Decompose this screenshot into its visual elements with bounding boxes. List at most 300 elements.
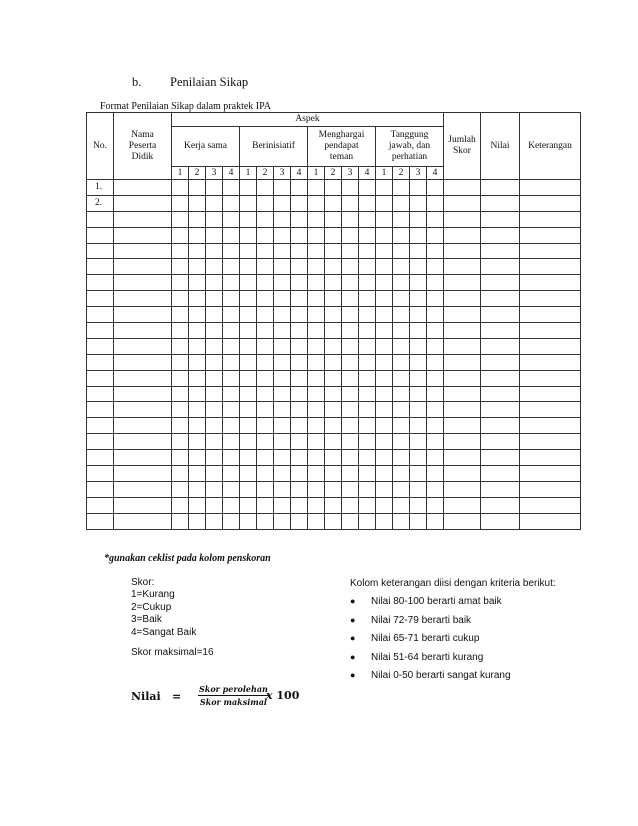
score-checkbox-cell[interactable] — [393, 450, 410, 466]
grade-cell[interactable] — [481, 338, 520, 354]
score-checkbox-cell[interactable] — [393, 513, 410, 529]
student-name-cell[interactable] — [114, 466, 172, 482]
score-checkbox-cell[interactable] — [172, 338, 189, 354]
score-checkbox-cell[interactable] — [325, 434, 342, 450]
score-checkbox-cell[interactable] — [172, 291, 189, 307]
student-name-cell[interactable] — [114, 243, 172, 259]
grade-cell[interactable] — [481, 195, 520, 211]
score-checkbox-cell[interactable] — [427, 481, 444, 497]
score-checkbox-cell[interactable] — [410, 450, 427, 466]
student-name-cell[interactable] — [114, 370, 172, 386]
score-checkbox-cell[interactable] — [359, 354, 376, 370]
score-checkbox-cell[interactable] — [257, 275, 274, 291]
score-checkbox-cell[interactable] — [410, 307, 427, 323]
score-checkbox-cell[interactable] — [274, 354, 291, 370]
score-checkbox-cell[interactable] — [342, 434, 359, 450]
score-checkbox-cell[interactable] — [359, 338, 376, 354]
score-checkbox-cell[interactable] — [359, 418, 376, 434]
score-checkbox-cell[interactable] — [189, 195, 206, 211]
score-checkbox-cell[interactable] — [274, 513, 291, 529]
score-checkbox-cell[interactable] — [376, 481, 393, 497]
score-checkbox-cell[interactable] — [410, 370, 427, 386]
score-checkbox-cell[interactable] — [393, 497, 410, 513]
score-checkbox-cell[interactable] — [393, 466, 410, 482]
remarks-cell[interactable] — [520, 466, 581, 482]
score-checkbox-cell[interactable] — [240, 323, 257, 339]
score-checkbox-cell[interactable] — [223, 481, 240, 497]
score-checkbox-cell[interactable] — [223, 386, 240, 402]
student-name-cell[interactable] — [114, 227, 172, 243]
score-checkbox-cell[interactable] — [308, 481, 325, 497]
score-checkbox-cell[interactable] — [257, 338, 274, 354]
score-checkbox-cell[interactable] — [376, 323, 393, 339]
score-checkbox-cell[interactable] — [359, 481, 376, 497]
score-checkbox-cell[interactable] — [291, 402, 308, 418]
grade-cell[interactable] — [481, 259, 520, 275]
score-checkbox-cell[interactable] — [240, 291, 257, 307]
score-checkbox-cell[interactable] — [206, 180, 223, 196]
score-checkbox-cell[interactable] — [325, 386, 342, 402]
total-score-cell[interactable] — [444, 211, 481, 227]
score-checkbox-cell[interactable] — [291, 386, 308, 402]
student-name-cell[interactable] — [114, 418, 172, 434]
score-checkbox-cell[interactable] — [325, 338, 342, 354]
score-checkbox-cell[interactable] — [308, 180, 325, 196]
score-checkbox-cell[interactable] — [325, 243, 342, 259]
score-checkbox-cell[interactable] — [274, 259, 291, 275]
score-checkbox-cell[interactable] — [410, 259, 427, 275]
score-checkbox-cell[interactable] — [291, 195, 308, 211]
remarks-cell[interactable] — [520, 195, 581, 211]
score-checkbox-cell[interactable] — [325, 354, 342, 370]
score-checkbox-cell[interactable] — [274, 323, 291, 339]
score-checkbox-cell[interactable] — [342, 227, 359, 243]
score-checkbox-cell[interactable] — [359, 275, 376, 291]
remarks-cell[interactable] — [520, 291, 581, 307]
score-checkbox-cell[interactable] — [325, 307, 342, 323]
student-name-cell[interactable] — [114, 275, 172, 291]
score-checkbox-cell[interactable] — [291, 513, 308, 529]
remarks-cell[interactable] — [520, 402, 581, 418]
total-score-cell[interactable] — [444, 386, 481, 402]
total-score-cell[interactable] — [444, 513, 481, 529]
score-checkbox-cell[interactable] — [189, 466, 206, 482]
score-checkbox-cell[interactable] — [325, 291, 342, 307]
score-checkbox-cell[interactable] — [189, 338, 206, 354]
score-checkbox-cell[interactable] — [393, 338, 410, 354]
grade-cell[interactable] — [481, 513, 520, 529]
score-checkbox-cell[interactable] — [427, 323, 444, 339]
score-checkbox-cell[interactable] — [189, 497, 206, 513]
score-checkbox-cell[interactable] — [359, 291, 376, 307]
student-name-cell[interactable] — [114, 211, 172, 227]
score-checkbox-cell[interactable] — [427, 211, 444, 227]
score-checkbox-cell[interactable] — [223, 259, 240, 275]
score-checkbox-cell[interactable] — [410, 497, 427, 513]
score-checkbox-cell[interactable] — [325, 259, 342, 275]
score-checkbox-cell[interactable] — [393, 211, 410, 227]
total-score-cell[interactable] — [444, 307, 481, 323]
score-checkbox-cell[interactable] — [223, 180, 240, 196]
score-checkbox-cell[interactable] — [376, 370, 393, 386]
total-score-cell[interactable] — [444, 275, 481, 291]
score-checkbox-cell[interactable] — [308, 291, 325, 307]
score-checkbox-cell[interactable] — [172, 243, 189, 259]
score-checkbox-cell[interactable] — [274, 370, 291, 386]
score-checkbox-cell[interactable] — [291, 466, 308, 482]
score-checkbox-cell[interactable] — [257, 195, 274, 211]
score-checkbox-cell[interactable] — [291, 227, 308, 243]
total-score-cell[interactable] — [444, 323, 481, 339]
grade-cell[interactable] — [481, 386, 520, 402]
score-checkbox-cell[interactable] — [342, 481, 359, 497]
score-checkbox-cell[interactable] — [410, 180, 427, 196]
remarks-cell[interactable] — [520, 323, 581, 339]
score-checkbox-cell[interactable] — [189, 211, 206, 227]
total-score-cell[interactable] — [444, 338, 481, 354]
score-checkbox-cell[interactable] — [189, 386, 206, 402]
score-checkbox-cell[interactable] — [240, 466, 257, 482]
remarks-cell[interactable] — [520, 243, 581, 259]
score-checkbox-cell[interactable] — [376, 227, 393, 243]
score-checkbox-cell[interactable] — [427, 259, 444, 275]
remarks-cell[interactable] — [520, 513, 581, 529]
score-checkbox-cell[interactable] — [359, 211, 376, 227]
score-checkbox-cell[interactable] — [427, 450, 444, 466]
score-checkbox-cell[interactable] — [291, 338, 308, 354]
score-checkbox-cell[interactable] — [308, 307, 325, 323]
score-checkbox-cell[interactable] — [189, 354, 206, 370]
score-checkbox-cell[interactable] — [342, 291, 359, 307]
score-checkbox-cell[interactable] — [308, 418, 325, 434]
grade-cell[interactable] — [481, 275, 520, 291]
score-checkbox-cell[interactable] — [172, 386, 189, 402]
score-checkbox-cell[interactable] — [274, 195, 291, 211]
grade-cell[interactable] — [481, 243, 520, 259]
score-checkbox-cell[interactable] — [325, 450, 342, 466]
score-checkbox-cell[interactable] — [223, 450, 240, 466]
remarks-cell[interactable] — [520, 259, 581, 275]
score-checkbox-cell[interactable] — [291, 418, 308, 434]
score-checkbox-cell[interactable] — [359, 497, 376, 513]
score-checkbox-cell[interactable] — [240, 513, 257, 529]
score-checkbox-cell[interactable] — [376, 386, 393, 402]
score-checkbox-cell[interactable] — [325, 275, 342, 291]
student-name-cell[interactable] — [114, 354, 172, 370]
score-checkbox-cell[interactable] — [223, 466, 240, 482]
total-score-cell[interactable] — [444, 466, 481, 482]
score-checkbox-cell[interactable] — [376, 466, 393, 482]
score-checkbox-cell[interactable] — [342, 466, 359, 482]
score-checkbox-cell[interactable] — [427, 227, 444, 243]
score-checkbox-cell[interactable] — [342, 180, 359, 196]
remarks-cell[interactable] — [520, 338, 581, 354]
total-score-cell[interactable] — [444, 243, 481, 259]
score-checkbox-cell[interactable] — [393, 354, 410, 370]
score-checkbox-cell[interactable] — [172, 180, 189, 196]
score-checkbox-cell[interactable] — [189, 307, 206, 323]
score-checkbox-cell[interactable] — [172, 211, 189, 227]
score-checkbox-cell[interactable] — [359, 450, 376, 466]
student-name-cell[interactable] — [114, 259, 172, 275]
score-checkbox-cell[interactable] — [325, 466, 342, 482]
student-name-cell[interactable] — [114, 497, 172, 513]
score-checkbox-cell[interactable] — [308, 370, 325, 386]
remarks-cell[interactable] — [520, 450, 581, 466]
remarks-cell[interactable] — [520, 386, 581, 402]
score-checkbox-cell[interactable] — [206, 195, 223, 211]
score-checkbox-cell[interactable] — [274, 307, 291, 323]
total-score-cell[interactable] — [444, 481, 481, 497]
score-checkbox-cell[interactable] — [206, 466, 223, 482]
score-checkbox-cell[interactable] — [291, 370, 308, 386]
score-checkbox-cell[interactable] — [393, 180, 410, 196]
score-checkbox-cell[interactable] — [257, 386, 274, 402]
score-checkbox-cell[interactable] — [308, 513, 325, 529]
score-checkbox-cell[interactable] — [410, 418, 427, 434]
score-checkbox-cell[interactable] — [223, 354, 240, 370]
score-checkbox-cell[interactable] — [172, 513, 189, 529]
score-checkbox-cell[interactable] — [325, 402, 342, 418]
score-checkbox-cell[interactable] — [359, 513, 376, 529]
score-checkbox-cell[interactable] — [291, 259, 308, 275]
total-score-cell[interactable] — [444, 497, 481, 513]
grade-cell[interactable] — [481, 307, 520, 323]
grade-cell[interactable] — [481, 291, 520, 307]
remarks-cell[interactable] — [520, 497, 581, 513]
student-name-cell[interactable] — [114, 402, 172, 418]
grade-cell[interactable] — [481, 497, 520, 513]
score-checkbox-cell[interactable] — [223, 338, 240, 354]
score-checkbox-cell[interactable] — [325, 418, 342, 434]
score-checkbox-cell[interactable] — [274, 466, 291, 482]
score-checkbox-cell[interactable] — [240, 259, 257, 275]
student-name-cell[interactable] — [114, 513, 172, 529]
score-checkbox-cell[interactable] — [257, 513, 274, 529]
score-checkbox-cell[interactable] — [427, 386, 444, 402]
score-checkbox-cell[interactable] — [223, 227, 240, 243]
score-checkbox-cell[interactable] — [427, 195, 444, 211]
total-score-cell[interactable] — [444, 259, 481, 275]
student-name-cell[interactable] — [114, 323, 172, 339]
score-checkbox-cell[interactable] — [240, 243, 257, 259]
score-checkbox-cell[interactable] — [240, 402, 257, 418]
score-checkbox-cell[interactable] — [393, 307, 410, 323]
score-checkbox-cell[interactable] — [291, 180, 308, 196]
score-checkbox-cell[interactable] — [410, 243, 427, 259]
score-checkbox-cell[interactable] — [223, 370, 240, 386]
grade-cell[interactable] — [481, 180, 520, 196]
score-checkbox-cell[interactable] — [359, 227, 376, 243]
score-checkbox-cell[interactable] — [257, 354, 274, 370]
remarks-cell[interactable] — [520, 418, 581, 434]
score-checkbox-cell[interactable] — [376, 211, 393, 227]
score-checkbox-cell[interactable] — [393, 481, 410, 497]
score-checkbox-cell[interactable] — [393, 243, 410, 259]
student-name-cell[interactable] — [114, 481, 172, 497]
score-checkbox-cell[interactable] — [376, 243, 393, 259]
score-checkbox-cell[interactable] — [206, 275, 223, 291]
score-checkbox-cell[interactable] — [308, 354, 325, 370]
score-checkbox-cell[interactable] — [308, 211, 325, 227]
score-checkbox-cell[interactable] — [308, 243, 325, 259]
score-checkbox-cell[interactable] — [342, 450, 359, 466]
score-checkbox-cell[interactable] — [410, 227, 427, 243]
score-checkbox-cell[interactable] — [342, 497, 359, 513]
score-checkbox-cell[interactable] — [206, 338, 223, 354]
score-checkbox-cell[interactable] — [308, 338, 325, 354]
score-checkbox-cell[interactable] — [410, 354, 427, 370]
score-checkbox-cell[interactable] — [257, 307, 274, 323]
score-checkbox-cell[interactable] — [189, 323, 206, 339]
score-checkbox-cell[interactable] — [376, 418, 393, 434]
score-checkbox-cell[interactable] — [325, 497, 342, 513]
score-checkbox-cell[interactable] — [172, 227, 189, 243]
score-checkbox-cell[interactable] — [189, 275, 206, 291]
score-checkbox-cell[interactable] — [240, 386, 257, 402]
score-checkbox-cell[interactable] — [359, 323, 376, 339]
grade-cell[interactable] — [481, 466, 520, 482]
score-checkbox-cell[interactable] — [359, 434, 376, 450]
score-checkbox-cell[interactable] — [274, 243, 291, 259]
score-checkbox-cell[interactable] — [291, 354, 308, 370]
score-checkbox-cell[interactable] — [291, 243, 308, 259]
score-checkbox-cell[interactable] — [257, 243, 274, 259]
score-checkbox-cell[interactable] — [206, 323, 223, 339]
score-checkbox-cell[interactable] — [376, 497, 393, 513]
score-checkbox-cell[interactable] — [189, 418, 206, 434]
score-checkbox-cell[interactable] — [359, 195, 376, 211]
score-checkbox-cell[interactable] — [189, 481, 206, 497]
score-checkbox-cell[interactable] — [240, 195, 257, 211]
score-checkbox-cell[interactable] — [291, 275, 308, 291]
score-checkbox-cell[interactable] — [427, 291, 444, 307]
score-checkbox-cell[interactable] — [342, 513, 359, 529]
score-checkbox-cell[interactable] — [240, 180, 257, 196]
score-checkbox-cell[interactable] — [206, 386, 223, 402]
score-checkbox-cell[interactable] — [393, 370, 410, 386]
score-checkbox-cell[interactable] — [172, 259, 189, 275]
score-checkbox-cell[interactable] — [342, 370, 359, 386]
score-checkbox-cell[interactable] — [172, 195, 189, 211]
score-checkbox-cell[interactable] — [291, 307, 308, 323]
score-checkbox-cell[interactable] — [257, 434, 274, 450]
score-checkbox-cell[interactable] — [206, 370, 223, 386]
score-checkbox-cell[interactable] — [274, 418, 291, 434]
score-checkbox-cell[interactable] — [206, 481, 223, 497]
score-checkbox-cell[interactable] — [189, 434, 206, 450]
score-checkbox-cell[interactable] — [274, 450, 291, 466]
score-checkbox-cell[interactable] — [427, 275, 444, 291]
score-checkbox-cell[interactable] — [308, 227, 325, 243]
score-checkbox-cell[interactable] — [172, 402, 189, 418]
remarks-cell[interactable] — [520, 354, 581, 370]
score-checkbox-cell[interactable] — [274, 386, 291, 402]
score-checkbox-cell[interactable] — [257, 180, 274, 196]
score-checkbox-cell[interactable] — [376, 259, 393, 275]
score-checkbox-cell[interactable] — [427, 307, 444, 323]
student-name-cell[interactable] — [114, 386, 172, 402]
score-checkbox-cell[interactable] — [291, 450, 308, 466]
score-checkbox-cell[interactable] — [223, 275, 240, 291]
score-checkbox-cell[interactable] — [359, 402, 376, 418]
score-checkbox-cell[interactable] — [240, 481, 257, 497]
score-checkbox-cell[interactable] — [223, 434, 240, 450]
score-checkbox-cell[interactable] — [359, 370, 376, 386]
score-checkbox-cell[interactable] — [427, 402, 444, 418]
total-score-cell[interactable] — [444, 180, 481, 196]
score-checkbox-cell[interactable] — [325, 227, 342, 243]
grade-cell[interactable] — [481, 227, 520, 243]
score-checkbox-cell[interactable] — [189, 259, 206, 275]
score-checkbox-cell[interactable] — [410, 481, 427, 497]
remarks-cell[interactable] — [520, 275, 581, 291]
total-score-cell[interactable] — [444, 291, 481, 307]
score-checkbox-cell[interactable] — [274, 275, 291, 291]
score-checkbox-cell[interactable] — [376, 275, 393, 291]
score-checkbox-cell[interactable] — [325, 513, 342, 529]
score-checkbox-cell[interactable] — [274, 402, 291, 418]
score-checkbox-cell[interactable] — [376, 307, 393, 323]
score-checkbox-cell[interactable] — [291, 481, 308, 497]
score-checkbox-cell[interactable] — [206, 418, 223, 434]
remarks-cell[interactable] — [520, 227, 581, 243]
score-checkbox-cell[interactable] — [274, 497, 291, 513]
score-checkbox-cell[interactable] — [342, 259, 359, 275]
score-checkbox-cell[interactable] — [427, 513, 444, 529]
grade-cell[interactable] — [481, 354, 520, 370]
score-checkbox-cell[interactable] — [172, 370, 189, 386]
total-score-cell[interactable] — [444, 195, 481, 211]
score-checkbox-cell[interactable] — [325, 195, 342, 211]
score-checkbox-cell[interactable] — [223, 497, 240, 513]
score-checkbox-cell[interactable] — [189, 227, 206, 243]
score-checkbox-cell[interactable] — [393, 291, 410, 307]
score-checkbox-cell[interactable] — [189, 513, 206, 529]
remarks-cell[interactable] — [520, 370, 581, 386]
score-checkbox-cell[interactable] — [172, 481, 189, 497]
score-checkbox-cell[interactable] — [410, 513, 427, 529]
score-checkbox-cell[interactable] — [410, 291, 427, 307]
remarks-cell[interactable] — [520, 307, 581, 323]
score-checkbox-cell[interactable] — [240, 275, 257, 291]
score-checkbox-cell[interactable] — [427, 243, 444, 259]
score-checkbox-cell[interactable] — [410, 338, 427, 354]
score-checkbox-cell[interactable] — [257, 481, 274, 497]
score-checkbox-cell[interactable] — [410, 275, 427, 291]
score-checkbox-cell[interactable] — [342, 275, 359, 291]
score-checkbox-cell[interactable] — [410, 323, 427, 339]
total-score-cell[interactable] — [444, 370, 481, 386]
score-checkbox-cell[interactable] — [206, 497, 223, 513]
score-checkbox-cell[interactable] — [410, 195, 427, 211]
score-checkbox-cell[interactable] — [257, 402, 274, 418]
score-checkbox-cell[interactable] — [257, 466, 274, 482]
score-checkbox-cell[interactable] — [257, 227, 274, 243]
score-checkbox-cell[interactable] — [393, 402, 410, 418]
total-score-cell[interactable] — [444, 434, 481, 450]
grade-cell[interactable] — [481, 434, 520, 450]
score-checkbox-cell[interactable] — [189, 243, 206, 259]
score-checkbox-cell[interactable] — [393, 195, 410, 211]
score-checkbox-cell[interactable] — [308, 402, 325, 418]
remarks-cell[interactable] — [520, 211, 581, 227]
score-checkbox-cell[interactable] — [376, 354, 393, 370]
score-checkbox-cell[interactable] — [393, 323, 410, 339]
score-checkbox-cell[interactable] — [223, 513, 240, 529]
score-checkbox-cell[interactable] — [189, 450, 206, 466]
score-checkbox-cell[interactable] — [206, 307, 223, 323]
